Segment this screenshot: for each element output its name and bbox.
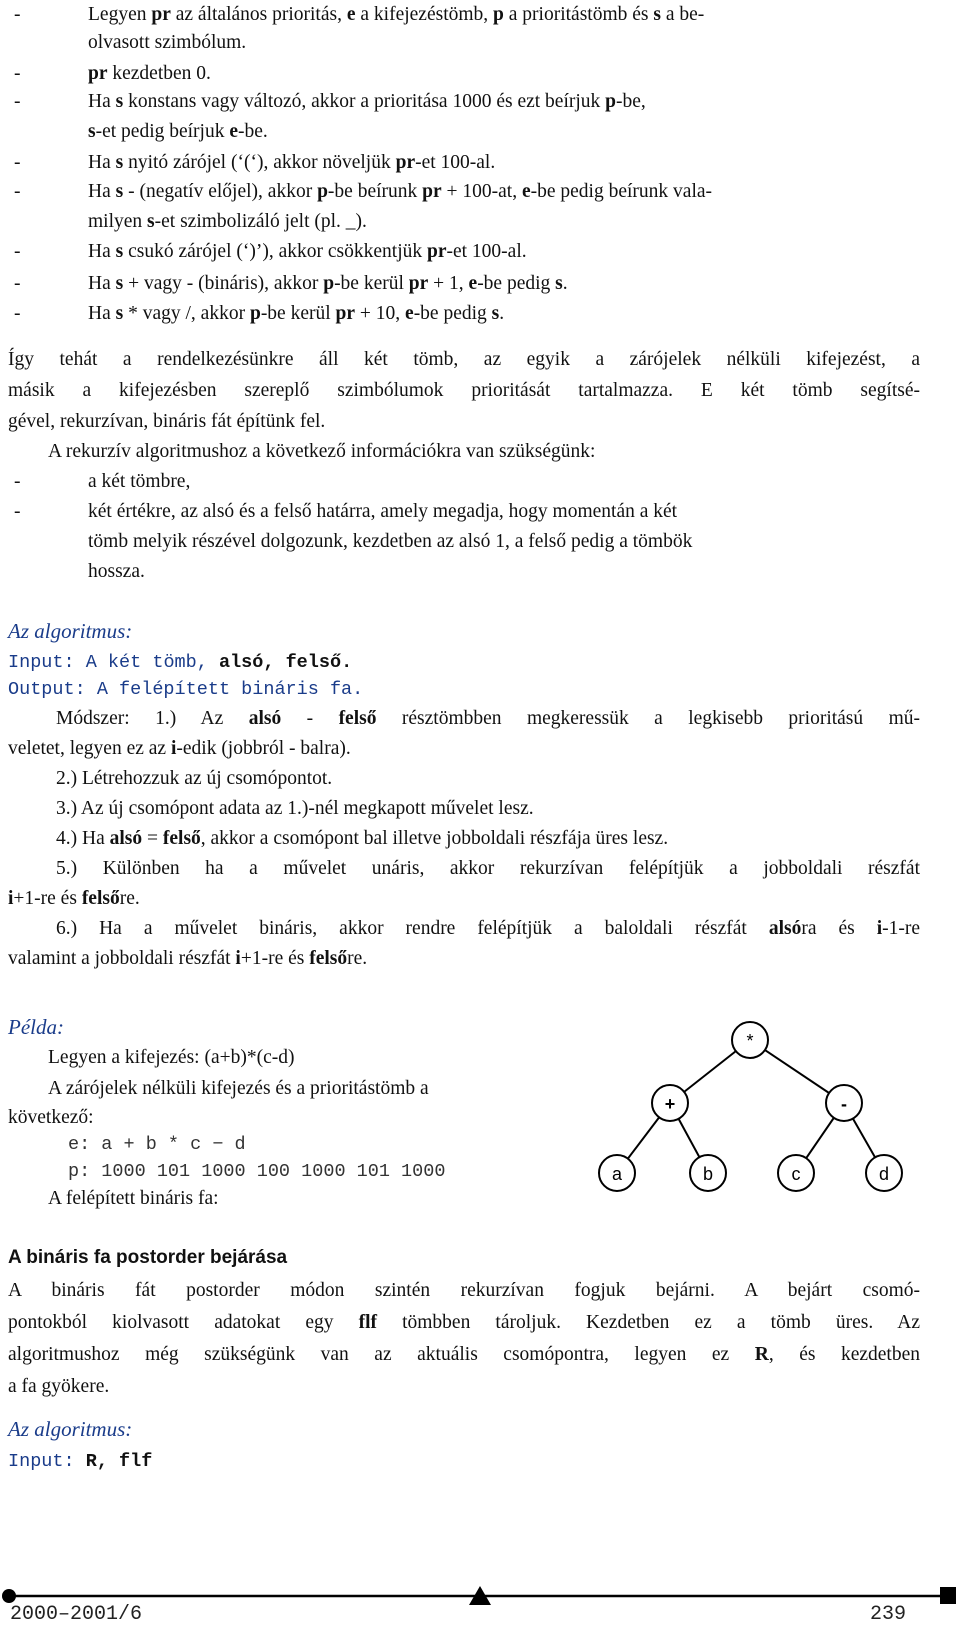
text-run: veletet, legyen ez az	[8, 738, 171, 759]
text-run: kezdetben 0.	[107, 63, 211, 84]
bold-term: i	[8, 888, 14, 909]
text-run: + 100-at,	[441, 181, 522, 202]
text-run: nyitó zárójel (‘(‘), akkor növeljük	[123, 152, 396, 173]
bold-term: pr	[395, 152, 416, 173]
list-item: tömb melyik részével dolgozunk, kezdetben az alsó 1, a felső pedig a tömbök	[88, 531, 693, 552]
text-run: + 10,	[355, 303, 406, 324]
paragraph-line: gével, rekurzívan, bináris fát építünk fel.	[8, 411, 326, 432]
bold-term: alsó	[768, 918, 802, 939]
bold-term: R	[754, 1344, 769, 1365]
text-run: 3.) Az új csomópont adata az 1.)-nél megkapott művelet lesz.	[56, 798, 534, 819]
text-run: -1-re	[882, 918, 920, 939]
footer-square-marker	[940, 1587, 956, 1604]
list-item	[88, 59, 211, 89]
text-run: -	[281, 708, 339, 729]
example-line: Legyen a kifejezés: (a+b)*(c-d)	[48, 1047, 295, 1068]
binary-tree-diagram	[590, 1018, 930, 1233]
text-run: konstans vagy változó, akkor a prioritása 1000 és ezt beírjuk	[123, 91, 606, 112]
bold-term: pr	[335, 303, 356, 324]
bold-term: flf	[358, 1312, 377, 1333]
text-run: =	[142, 828, 163, 849]
text-run: a be-	[660, 4, 705, 25]
algorithm-input	[8, 1447, 152, 1477]
text-run: -be kerül	[260, 303, 336, 324]
text-run: Ha	[88, 241, 116, 262]
paragraph-line: Így tehát a rendelkezésünkre áll két tömb, az egyik a zárójelek nélküli kifejezést, a	[8, 349, 920, 370]
example-line: következő:	[8, 1107, 94, 1128]
footer-issue: 2000–2001/6	[10, 1603, 143, 1626]
list-item	[88, 0, 704, 30]
text-run: Legyen	[88, 4, 152, 25]
paragraph-info-needed: A rekurzív algoritmushoz a következő információkra van szükségünk:	[48, 441, 596, 462]
text-run: .	[499, 303, 505, 324]
bold-term: pr	[426, 241, 447, 262]
list-item	[88, 28, 246, 58]
list-dash: -	[14, 241, 21, 262]
list-item	[88, 269, 568, 299]
text-run: algoritmushoz még szükségünk van az aktuális csomópontra, legyen ez	[8, 1344, 755, 1365]
text-run: - (negatív előjel), akkor	[123, 181, 318, 202]
bold-term: i	[235, 948, 241, 969]
text-run: -be beírunk	[327, 181, 423, 202]
bold-term: i	[170, 738, 177, 759]
text-run: a prioritástömb és	[503, 4, 654, 25]
bold-term: alsó	[109, 828, 143, 849]
tree-label-root: *	[746, 1031, 754, 1051]
text-run: -et szimbolizáló jelt (pl. _).	[154, 211, 367, 232]
list-dash: -	[14, 181, 21, 202]
bold-term: s	[115, 181, 124, 202]
bold-term: pr	[408, 273, 429, 294]
bold-term: e	[346, 4, 356, 25]
text-run: .	[562, 273, 568, 294]
text-run: csukó zárójel (‘)’), akkor csökkentjük	[123, 241, 427, 262]
bold-term: pr	[422, 181, 442, 202]
text-run: -be.	[238, 121, 268, 142]
text-run: Ha	[88, 303, 116, 324]
example-line: A zárójelek nélküli kifejezés és a prioritástömb a	[48, 1078, 429, 1099]
text-run: -be,	[616, 91, 646, 112]
tree-label-leaf: c	[791, 1164, 801, 1184]
p-array: p: 1000 101 1000 100 1000 101 1000	[68, 1161, 446, 1182]
list-item	[88, 177, 712, 207]
text-run: Ha	[88, 91, 116, 112]
list-dash: -	[14, 63, 21, 84]
text-run: A bináris fát postorder módon szintén rekurzívan fogjuk bejárni. A bejárt csomó-	[8, 1280, 920, 1301]
algorithm-input	[8, 648, 352, 678]
bold-term: e	[405, 303, 414, 324]
bold-term: s	[555, 273, 563, 294]
text-run: Módszer: 1.) Az	[56, 708, 249, 729]
section-line	[8, 1307, 920, 1339]
list-dash: -	[14, 471, 21, 492]
input-bold: R, flf	[74, 1451, 153, 1472]
text-run: 2.) Létrehozzuk az új csomópontot.	[56, 768, 333, 789]
tree-label-leaf: a	[611, 1164, 623, 1184]
list-dash: -	[14, 303, 21, 324]
text-run: * vagy /, akkor	[123, 303, 250, 324]
text-run: ra és	[801, 918, 877, 939]
text-run: Ha	[88, 152, 116, 173]
footer-rule	[0, 1584, 960, 1608]
list-item	[88, 148, 495, 178]
bold-term: e	[468, 273, 478, 294]
text-run: valamint a jobboldali részfát	[8, 948, 236, 969]
method-step	[8, 734, 351, 764]
text-run: 4.) Ha	[56, 828, 110, 849]
bold-term: p	[493, 4, 504, 25]
method-step	[8, 884, 140, 914]
bold-term: e	[521, 181, 531, 202]
algorithm-label: Az algoritmus:	[8, 619, 133, 643]
text-run: résztömbben megkeressük a legkisebb prioritású mű-	[376, 708, 920, 729]
method-step	[56, 704, 920, 734]
section-line	[8, 1275, 920, 1307]
bold-term: alsó	[248, 708, 282, 729]
list-dash: -	[14, 273, 21, 294]
list-item: hossza.	[88, 561, 145, 582]
e-array: e: a + b * c − d	[68, 1134, 246, 1155]
text-run: olvasott szimbólum.	[88, 32, 247, 53]
method-step	[56, 824, 668, 854]
footer-page-number: 239	[870, 1603, 907, 1626]
text-run: Ha	[88, 181, 116, 202]
bold-term: s	[115, 91, 124, 112]
method-step	[56, 914, 920, 944]
text-run: Ha	[88, 273, 116, 294]
text-run: milyen	[88, 211, 148, 232]
text-run: 5.) Különben ha a művelet unáris, akkor rekurzívan felépítjük a jobboldali részfát	[56, 858, 920, 879]
text-run: re.	[347, 948, 368, 969]
list-dash: -	[14, 152, 21, 173]
example-line: A felépített bináris fa:	[48, 1188, 219, 1209]
bold-term: p	[317, 181, 328, 202]
section-paragraph	[8, 1275, 920, 1403]
text-run: -be kerül	[334, 273, 409, 294]
bold-term: p	[605, 91, 617, 112]
list-item: két értékre, az alsó és a felső határra, amely megadja, hogy momentán a két	[88, 501, 678, 522]
text-run: -be pedig	[413, 303, 492, 324]
list-item	[88, 299, 504, 329]
bold-term: felső	[338, 708, 377, 729]
input-bold: alsó, felső.	[207, 652, 353, 673]
text-run: -be pedig	[477, 273, 556, 294]
list-dash: -	[14, 4, 21, 25]
text-run: a kifejezéstömb,	[355, 4, 494, 25]
text-run: , akkor a csomópont bal illetve jobboldali részfája üres lesz.	[200, 828, 669, 849]
tree-label-leaf: b	[702, 1164, 714, 1184]
tree-label-left: +	[664, 1094, 676, 1114]
bold-term: s	[115, 303, 124, 324]
bold-term: s	[491, 303, 500, 324]
list-item: a két tömbre,	[88, 471, 191, 492]
bold-term: felső	[162, 828, 201, 849]
text-run: + vagy - (bináris), akkor	[123, 273, 324, 294]
bold-term: e	[229, 121, 238, 142]
method-step	[8, 944, 367, 974]
tree-label-leaf: d	[878, 1164, 890, 1184]
text-run: , és kezdetben	[768, 1344, 920, 1365]
section-line	[8, 1371, 920, 1403]
bold-term: p	[249, 303, 261, 324]
bold-term: s	[115, 152, 124, 173]
bold-term: s	[115, 241, 124, 262]
section-heading: A bináris fa postorder bejárása	[8, 1247, 288, 1268]
text-run: tömbben tároljuk. Kezdetben ez a tömb üres. Az	[377, 1312, 920, 1333]
bold-term: felső	[309, 948, 348, 969]
section-line	[8, 1339, 920, 1371]
list-item	[88, 237, 527, 267]
list-item	[88, 87, 646, 117]
text-run: -et pedig beírjuk	[95, 121, 230, 142]
text-run: az általános prioritás,	[170, 4, 347, 25]
bold-term: felső	[81, 888, 120, 909]
output-keyword: Output:	[8, 679, 86, 700]
text-run: -edik (jobbról - balra).	[176, 738, 351, 759]
text-run: a fa gyökere.	[8, 1376, 110, 1397]
list-item	[88, 207, 367, 237]
output-text: A felépített bináris fa.	[85, 679, 364, 700]
bold-term: p	[323, 273, 335, 294]
text-run: re.	[119, 888, 140, 909]
bold-term: i	[876, 918, 883, 939]
text-run: + 1,	[428, 273, 469, 294]
list-dash: -	[14, 501, 21, 522]
example-label: Példa:	[8, 1015, 64, 1039]
text-run: +1-re és	[13, 888, 82, 909]
input-keyword: Input:	[8, 652, 75, 673]
bold-term: pr	[88, 63, 108, 84]
bold-term: s	[147, 211, 155, 232]
text-run: -et 100-al.	[446, 241, 527, 262]
input-text: A két tömb,	[74, 652, 208, 673]
tree-label-right: -	[841, 1094, 847, 1114]
text-run: -et 100-al.	[415, 152, 496, 173]
paragraph-line: másik a kifejezésben szereplő szimbólumok prioritását tartalmazza. E két tömb segítsé-	[8, 380, 920, 401]
bold-term: s	[653, 4, 661, 25]
list-item	[88, 117, 268, 147]
list-dash: -	[14, 91, 21, 112]
text-run: +1-re és	[240, 948, 310, 969]
text-run: -be pedig beírunk vala-	[530, 181, 713, 202]
input-keyword: Input:	[8, 1451, 75, 1472]
algorithm-label: Az algoritmus:	[8, 1417, 133, 1441]
method-step	[56, 854, 920, 884]
method-step	[56, 764, 332, 794]
text-run: 6.) Ha a művelet bináris, akkor rendre felépítjük a baloldali részfát	[56, 918, 769, 939]
bold-term: s	[115, 273, 124, 294]
method-step	[56, 794, 534, 824]
bold-term: pr	[151, 4, 171, 25]
paragraph-summary	[8, 344, 920, 437]
algorithm-output	[8, 675, 363, 705]
bold-term: s	[88, 121, 96, 142]
text-run: pontokból kiolvasott adatokat egy	[8, 1312, 359, 1333]
